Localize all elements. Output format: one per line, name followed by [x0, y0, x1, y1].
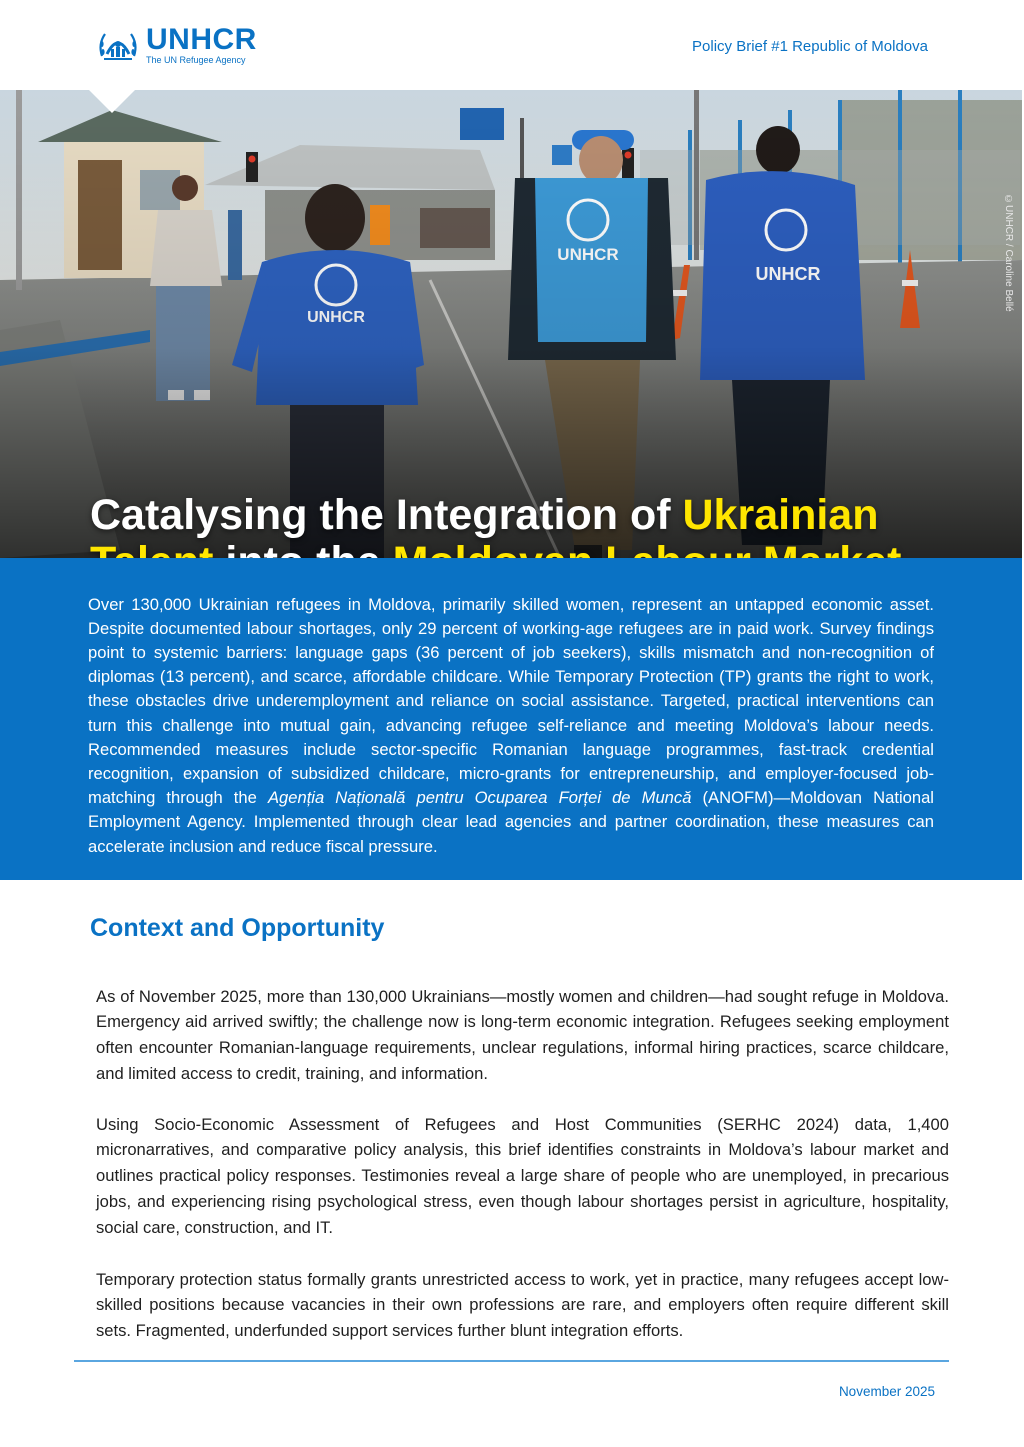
section-title: Context and Opportunity: [90, 914, 385, 942]
summary-text-after: (ANOFM)—Moldovan National Employment Agency. Implemented through clear lead agencies and partner coordination, these measures can accelerate inclusion and reduce fiscal pressure.: [88, 788, 934, 856]
summary-box: [0, 558, 1022, 880]
paragraph-2: Using Socio-Economic Assessment of Refugees and Host Communities (SERHC 2024) data, 1,400 micronarratives, and comparative policy analysis, this brief identifies constraints in Moldova’s labour market and outlines practical policy responses. Testimonies reveal a large share of people who are unemployed, in precarious jobs, and experiencing rising psychological stress, even though labour shortages persist in agriculture, hospitality, social care, construction, and IT.: [96, 1114, 949, 1237]
footer-divider: [74, 1360, 949, 1362]
logo-tagline: The UN Refugee Agency: [146, 55, 246, 65]
hero-photo: [0, 90, 1022, 558]
logo-name: UNHCR: [146, 23, 257, 56]
paragraph-3: Temporary protection status formally grants unrestricted access to work, yet in practice, many refugees accept low-skilled positions because vacancies in their own professions are rare, and employers often require different skill sets. Fragmented, underfunded support services further blunt integration efforts.: [96, 1269, 949, 1341]
unhcr-logo: [96, 24, 257, 68]
paragraph-1: As of November 2025, more than 130,000 Ukrainians—mostly women and children—had sought refuge in Moldova. Emergency aid arrived swiftly; the challenge now is long-term economic integration. Refugees seeking employment often encounter Romanian-language requirements, unclear regulations, informal hiring practices, scarce childcare, and limited access to credit, training, and information.: [96, 986, 949, 1083]
hero-photo-illustration: [0, 90, 1022, 558]
agency-name: Agenția Națională pentru Ocuparea Forței de Muncă: [267, 788, 692, 808]
summary-text: [88, 593, 934, 859]
header-notch: [88, 89, 136, 113]
title-part-1: Catalysing the Integration of: [90, 491, 683, 539]
page-header: [0, 0, 1024, 90]
summary-text-before: Over 130,000 Ukrainian refugees in Moldova, primarily skilled women, represent an untapped economic asset. Despite documented labour shortages, only 29 percent of working-age refugees are in paid work. Survey findings point to systemic barriers: language gaps (36 percent of job seekers), skills mismatch and non-recognition of diplomas (13 percent), and scarce, affordable childcare. While Temporary Protection (TP) grants the right to work, these obstacles drive underemployment and reliance on social assistance. Targeted, practical interventions can turn this challenge into mutual gain, advancing refugee self-reliance and meeting Moldova’s labour needs. Recommended measures include sector-specific Romanian language programmes, fast-track credential recognition, expansion of subsidized childcare, micro-grants for entrepreneurship, and employer-focused job-matching through the: [88, 594, 934, 808]
unhcr-emblem-icon: [96, 26, 140, 66]
title-highlight-1: Ukrainian: [682, 491, 879, 539]
footer-date: November 2025: [838, 1384, 935, 1399]
photo-credit: ©UNHCR / Caroline Bellé: [1003, 194, 1014, 312]
brief-label: Policy Brief #1 Republic of Moldova: [692, 38, 928, 55]
